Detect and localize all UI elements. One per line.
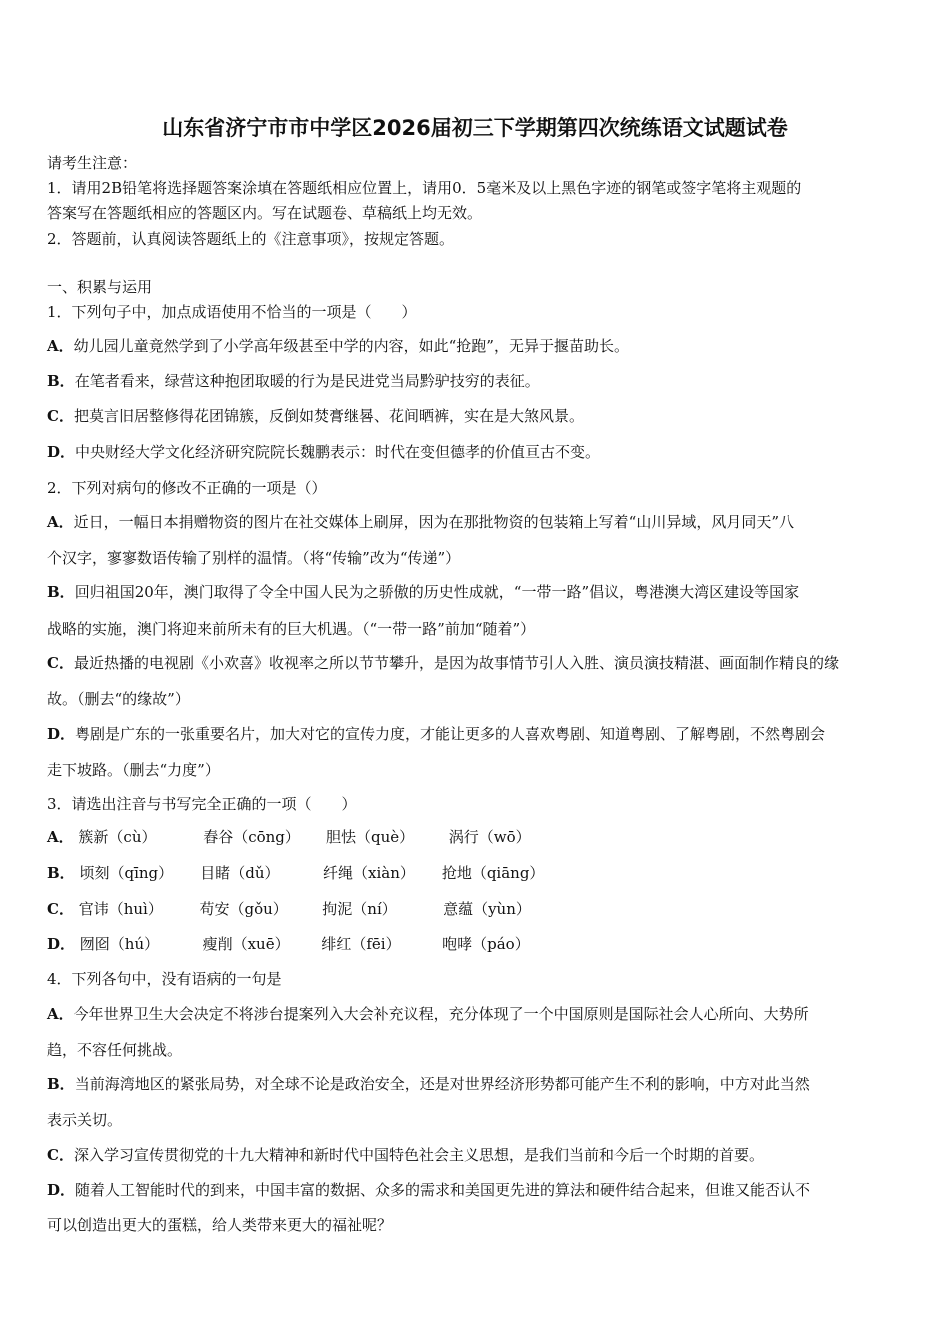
option-label: C． bbox=[47, 900, 74, 918]
option-label: A． bbox=[47, 1005, 74, 1023]
option-item: 官讳（huì） bbox=[78, 900, 163, 918]
option-text: 粤剧是广东的一张重要名片，加大对它的宣传力度，才能让更多的人喜欢粤剧、知道粤剧、了解粤剧，不然粤剧会 bbox=[75, 725, 826, 743]
option-label: B． bbox=[47, 372, 75, 390]
question-4-option-c bbox=[47, 1144, 907, 1165]
question-4-option-b-line2: 表示关切。 bbox=[47, 1111, 123, 1129]
option-label: D． bbox=[47, 725, 76, 743]
option-text: 在笔者看来，绿营这种抱团取暖的行为是民进党当局黔驴技穷的表征。 bbox=[74, 372, 540, 390]
question-2-option-a-line2: 个汉字，寥寥数语传输了别样的温情。（将“传输”改为“传递”） bbox=[47, 549, 461, 567]
question-2-option-c-line1 bbox=[47, 652, 907, 673]
question-1-option-a bbox=[47, 335, 907, 356]
option-label: B． bbox=[47, 864, 75, 882]
option-text: 回归祖国20年，澳门取得了令全中国人民为之骄傲的历史性成就，“一带一路”倡议，粤港澳大湾区建设等国家 bbox=[74, 583, 800, 601]
question-2-option-d-line2: 走下坡路。（删去“力度”） bbox=[47, 761, 220, 779]
question-2-stem: 2．下列对病句的修改不正确的一项是（） bbox=[47, 479, 327, 497]
notice-item-1a: 1．请用2B铅笔将选择题答案涂填在答题纸相应位置上，请用0．5毫米及以上黑色字迹的钢笔或签字笔将主观题的 bbox=[47, 179, 802, 197]
option-item: 簇新（cù） bbox=[78, 828, 157, 846]
question-3-option-a bbox=[47, 826, 531, 847]
option-item: 意蕴（yùn） bbox=[443, 900, 531, 918]
question-1-option-c bbox=[47, 405, 907, 426]
option-item: 绯红（fēi） bbox=[321, 935, 401, 953]
option-label: C． bbox=[47, 654, 74, 672]
question-4-option-a-line2: 趋，不容任何挑战。 bbox=[47, 1041, 183, 1059]
question-2-option-b-line1 bbox=[47, 581, 907, 602]
option-label: B． bbox=[47, 583, 75, 601]
option-item: 瘦削（xuē） bbox=[202, 935, 290, 953]
option-item: 胆怯（què） bbox=[325, 828, 415, 846]
option-text: 今年世界卫生大会决定不将涉台提案列入大会补充议程，充分体现了一个中国原则是国际社会人心所向、大势所 bbox=[73, 1005, 809, 1023]
question-2-option-a-line1 bbox=[47, 511, 907, 532]
option-label: C． bbox=[47, 407, 74, 425]
option-item: 抢地（qiāng） bbox=[441, 864, 545, 882]
section-heading: 一、积累与运用 bbox=[47, 278, 153, 296]
question-2-option-b-line2: 战略的实施，澳门将迎来前所未有的巨大机遇。（“一带一路”前加“随着”） bbox=[47, 620, 536, 638]
option-item: 纤绳（xiàn） bbox=[323, 864, 415, 882]
option-item: 拘泥（ní） bbox=[322, 900, 397, 918]
option-text: 随着人工智能时代的到来，中国丰富的数据、众多的需求和美国更先进的算法和硬件结合起来，但谁又能否认不 bbox=[75, 1181, 811, 1199]
notice-heading: 请考生注意： bbox=[47, 154, 138, 172]
question-2-option-c-line2: 故。（删去“的缘故”） bbox=[47, 690, 190, 708]
question-4-stem: 4．下列各句中，没有语病的一句是 bbox=[47, 970, 282, 988]
option-label: A． bbox=[47, 337, 74, 355]
page-title: 山东省济宁市市中学区2026届初三下学期第四次统练语文试题试卷 bbox=[162, 116, 788, 140]
question-1-option-d bbox=[47, 441, 907, 462]
option-item: 顷刻（qīng） bbox=[79, 864, 174, 882]
option-text: 深入学习宣传贯彻党的十九大精神和新时代中国特色社会主义思想，是我们当前和今后一个时期的首要。 bbox=[73, 1146, 764, 1164]
question-3-option-d bbox=[47, 933, 530, 954]
option-label: A． bbox=[47, 828, 74, 846]
option-label: C． bbox=[47, 1146, 74, 1164]
question-3-option-b bbox=[47, 862, 544, 883]
option-label: B． bbox=[47, 1075, 75, 1093]
option-label: D． bbox=[47, 443, 76, 461]
option-text: 近日，一幅日本捐赠物资的图片在社交媒体上刷屏，因为在那批物资的包装箱上写着“山川异域，风月同天”八 bbox=[73, 513, 794, 531]
notice-item-2: 2．答题前，认真阅读答题纸上的《注意事项》，按规定答题。 bbox=[47, 230, 455, 248]
option-text: 幼儿园儿童竟然学到了小学高年级甚至中学的内容，如此“抢跑”，无异于揠苗助长。 bbox=[73, 337, 629, 355]
question-4-option-b-line1 bbox=[47, 1073, 907, 1094]
option-item: 咆哮（páo） bbox=[442, 935, 530, 953]
question-4-option-d-line1 bbox=[47, 1179, 907, 1200]
option-label: D． bbox=[47, 1181, 76, 1199]
question-1-option-b bbox=[47, 370, 907, 391]
question-3-stem: 3．请选出注音与书写完全正确的一项（ ） bbox=[47, 795, 357, 813]
option-item: 涡行（wō） bbox=[448, 828, 531, 846]
option-text: 中央财经大学文化经济研究院院长魏鹏表示：时代在变但德孝的价值亘古不变。 bbox=[75, 443, 601, 461]
option-label: A． bbox=[47, 513, 74, 531]
option-label: D． bbox=[47, 935, 76, 953]
option-item: 舂谷（cōng） bbox=[203, 828, 300, 846]
question-1-stem: 1．下列句子中，加点成语使用不恰当的一项是（ ） bbox=[47, 303, 417, 321]
option-text: 最近热播的电视剧《小欢喜》收视率之所以节节攀升，是因为故事情节引人入胜、演员演技精湛、画面制作精良的缘 bbox=[73, 654, 839, 672]
option-item: 囫囵（hú） bbox=[79, 935, 160, 953]
question-4-option-a-line1 bbox=[47, 1003, 907, 1024]
option-text: 把莫言旧居整修得花团锦簇，反倒如焚膏继晷、花间晒裤，实在是大煞风景。 bbox=[73, 407, 584, 425]
option-text: 当前海湾地区的紧张局势，对全球不论是政治安全，还是对世界经济形势都可能产生不利的影响，中方对此当然 bbox=[74, 1075, 810, 1093]
question-4-option-d-line2: 可以创造出更大的蛋糕，给人类带来更大的福祉呢？ bbox=[47, 1216, 393, 1234]
option-item: 苟安（gǒu） bbox=[199, 900, 288, 918]
notice-item-1b: 答案写在答题纸相应的答题区内。写在试题卷、草稿纸上均无效。 bbox=[47, 204, 483, 222]
question-3-option-c bbox=[47, 898, 531, 919]
option-item: 目睹（dǔ） bbox=[200, 864, 280, 882]
question-2-option-d-line1 bbox=[47, 723, 907, 744]
